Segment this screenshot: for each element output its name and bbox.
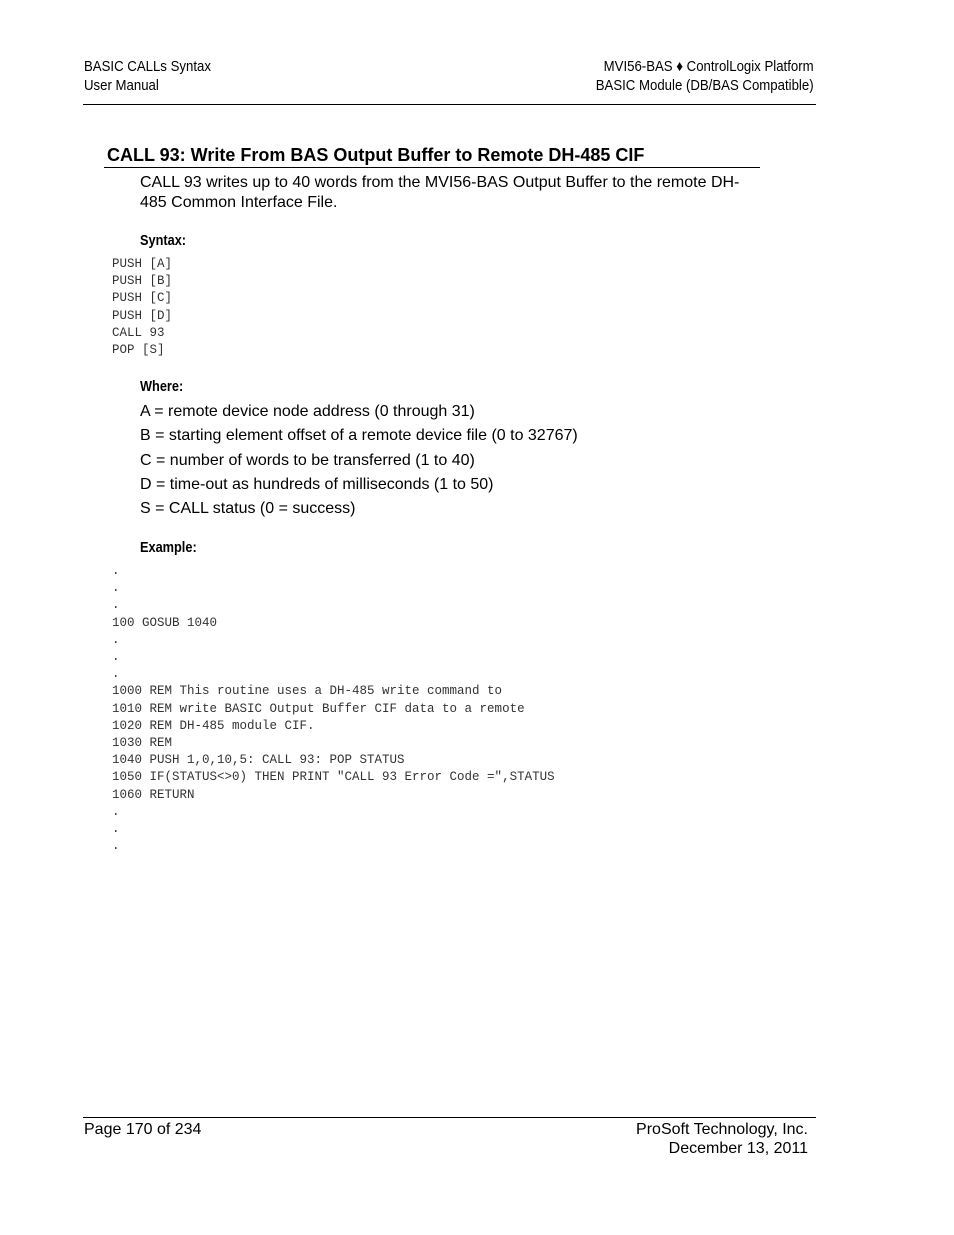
section-intro: CALL 93 writes up to 40 words from the MVI56-BAS Output Buffer to the remote DH-485 Common Interface File. [140,174,740,211]
where-heading: Where: [140,378,184,395]
title-underline [104,167,760,168]
where-list [140,400,578,521]
header-chapter: BASIC CALLs Syntax [84,58,211,75]
header-manual-type: User Manual [84,77,159,94]
header-divider [83,104,816,105]
where-item-b: B = starting element offset of a remote device file (0 to 32767) [140,427,578,445]
syntax-heading: Syntax: [140,232,187,249]
where-item-d: D = time-out as hundreds of milliseconds (1 to 50) [140,475,494,493]
header-module: BASIC Module (DB/BAS Compatible) [596,77,814,94]
example-heading: Example: [140,539,197,556]
footer-company: ProSoft Technology, Inc. [636,1121,808,1138]
where-item-s: S = CALL status (0 = success) [140,500,356,518]
example-code: . . . 100 GOSUB 1040 . . . 1000 REM This routine uses a DH-485 write command to 1010 REM write BASIC Output Buffer CIF data to a remote 1020 REM DH-485 module CIF. 1030 REM 1040 PUSH 1,0,10,5: CALL 93: POP STATUS 1050 IF(STATUS<>0) THEN PRINT "CALL 93 Error Code =",STATUS 1060 RETURN . . . [112,564,555,854]
header-product: MVI56-BAS ♦ ControlLogix Platform [604,58,814,75]
header-right [596,57,814,95]
syntax-code: PUSH [A] PUSH [B] PUSH [C] PUSH [D] CALL 93 POP [S] [112,257,173,358]
where-item-c: C = number of words to be transferred (1 to 40) [140,451,475,469]
footer-page-number: Page 170 of 234 [84,1121,202,1138]
section-title: CALL 93: Write From BAS Output Buffer to Remote DH-485 CIF [107,145,645,165]
where-item-a: A = remote device node address (0 through 31) [140,403,475,420]
footer-date: December 13, 2011 [668,1140,808,1157]
footer-right [636,1120,808,1158]
footer-divider [83,1117,816,1118]
header-left [84,57,211,95]
